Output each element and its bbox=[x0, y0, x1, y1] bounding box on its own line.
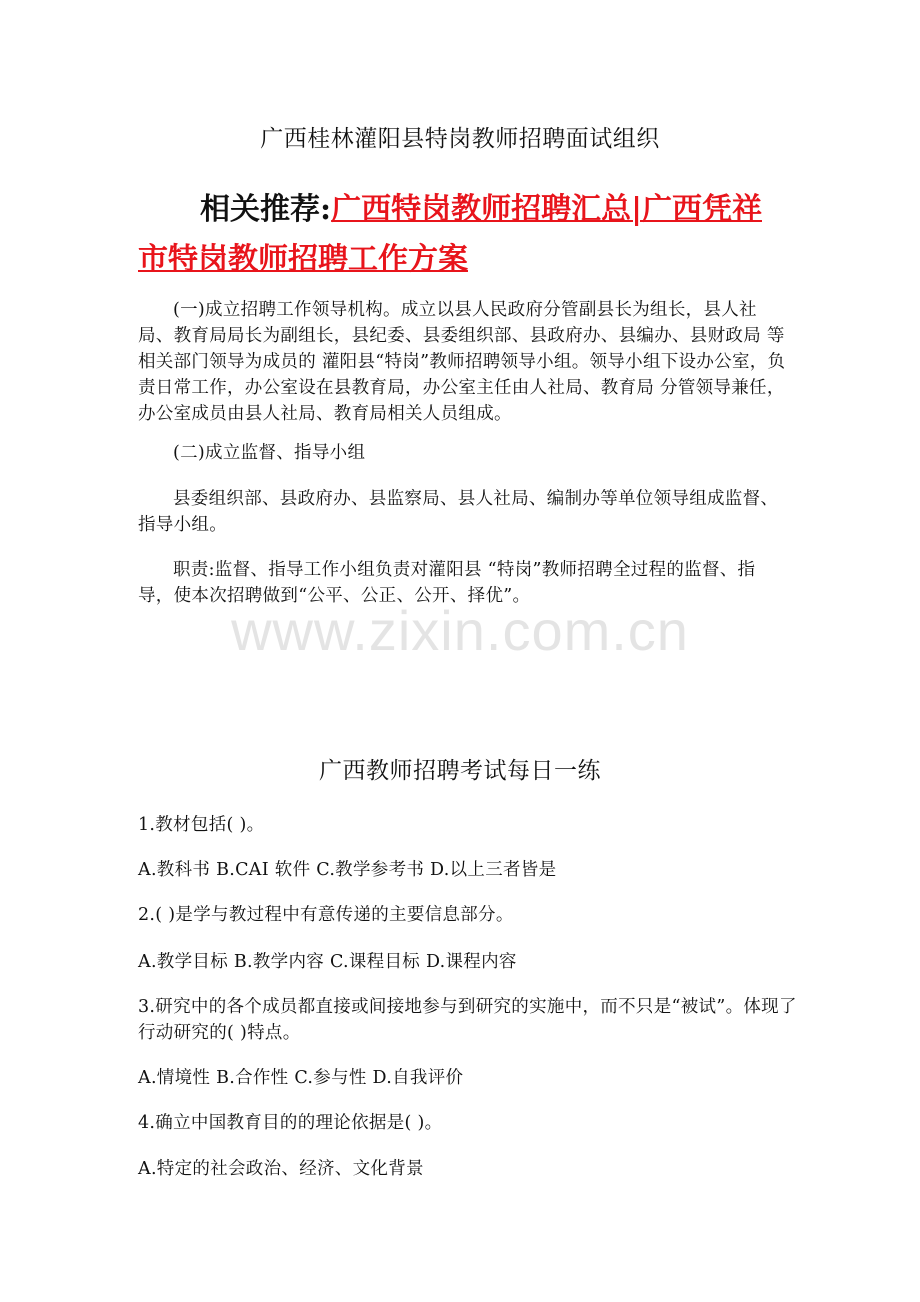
question-options: A.教科书 B.CAI 软件 C.教学参考书 D.以上三者皆是 bbox=[138, 860, 557, 880]
recommend-line bbox=[138, 185, 788, 285]
question-item: 4.确立中国教育目的的理论依据是( )。 bbox=[138, 1113, 443, 1133]
paragraph-duties: 职责:监督、指导工作小组负责对灌阳县 “特岗”教师招聘全过程的监督、指导，使本次招聘做到“公平、公正、公开、择优”。 bbox=[138, 560, 756, 606]
document-title: 广西桂林灌阳县特岗教师招聘面试组织 bbox=[260, 126, 660, 152]
question-item: 2.( )是学与教过程中有意传递的主要信息部分。 bbox=[138, 905, 514, 925]
watermark: www.zixin.com.cn bbox=[231, 599, 689, 662]
practice-title: 广西教师招聘考试每日一练 bbox=[319, 758, 601, 784]
paragraph-supervision-heading: (二)成立监督、指导小组 bbox=[173, 443, 366, 463]
paragraph-leadership: (一)成立招聘工作领导机构。成立以县人民政府分管副县长为组长，县人社局、教育局局长为副组长，县纪委、县委组织部、县政府办、县编办、县财政局 等相关部门领导为成员的 灌阳县“特岗”教师招聘领导小组。领导小组下设办公室，负责日常工作，办公室设在县教育局，办公室主任由人社局、教育局 分管领导兼任，办公室成员由县人社局、教育局相关人员组成。 bbox=[138, 300, 786, 424]
paragraph-supervision-members: 县委组织部、县政府办、县监察局、县人社局、编制办等单位领导组成监督、指导小组。 bbox=[138, 489, 779, 535]
question-item: 3.研究中的各个成员都直接或间接地参与到研究的实施中，而不只是“被试”。体现了行动研究的( )特点。 bbox=[138, 997, 797, 1043]
question-item: 1.教材包括( )。 bbox=[138, 815, 265, 835]
recommend-label: 相关推荐: bbox=[200, 192, 332, 227]
recommend-link[interactable]: 广西特岗教师招聘汇总|广西凭祥市特岗教师招聘工作方案 bbox=[138, 192, 762, 277]
question-options: A.情境性 B.合作性 C.参与性 D.自我评价 bbox=[138, 1068, 464, 1088]
question-options: A.教学目标 B.教学内容 C.课程目标 D.课程内容 bbox=[138, 952, 517, 972]
question-options: A.特定的社会政治、经济、文化背景 bbox=[138, 1159, 424, 1179]
